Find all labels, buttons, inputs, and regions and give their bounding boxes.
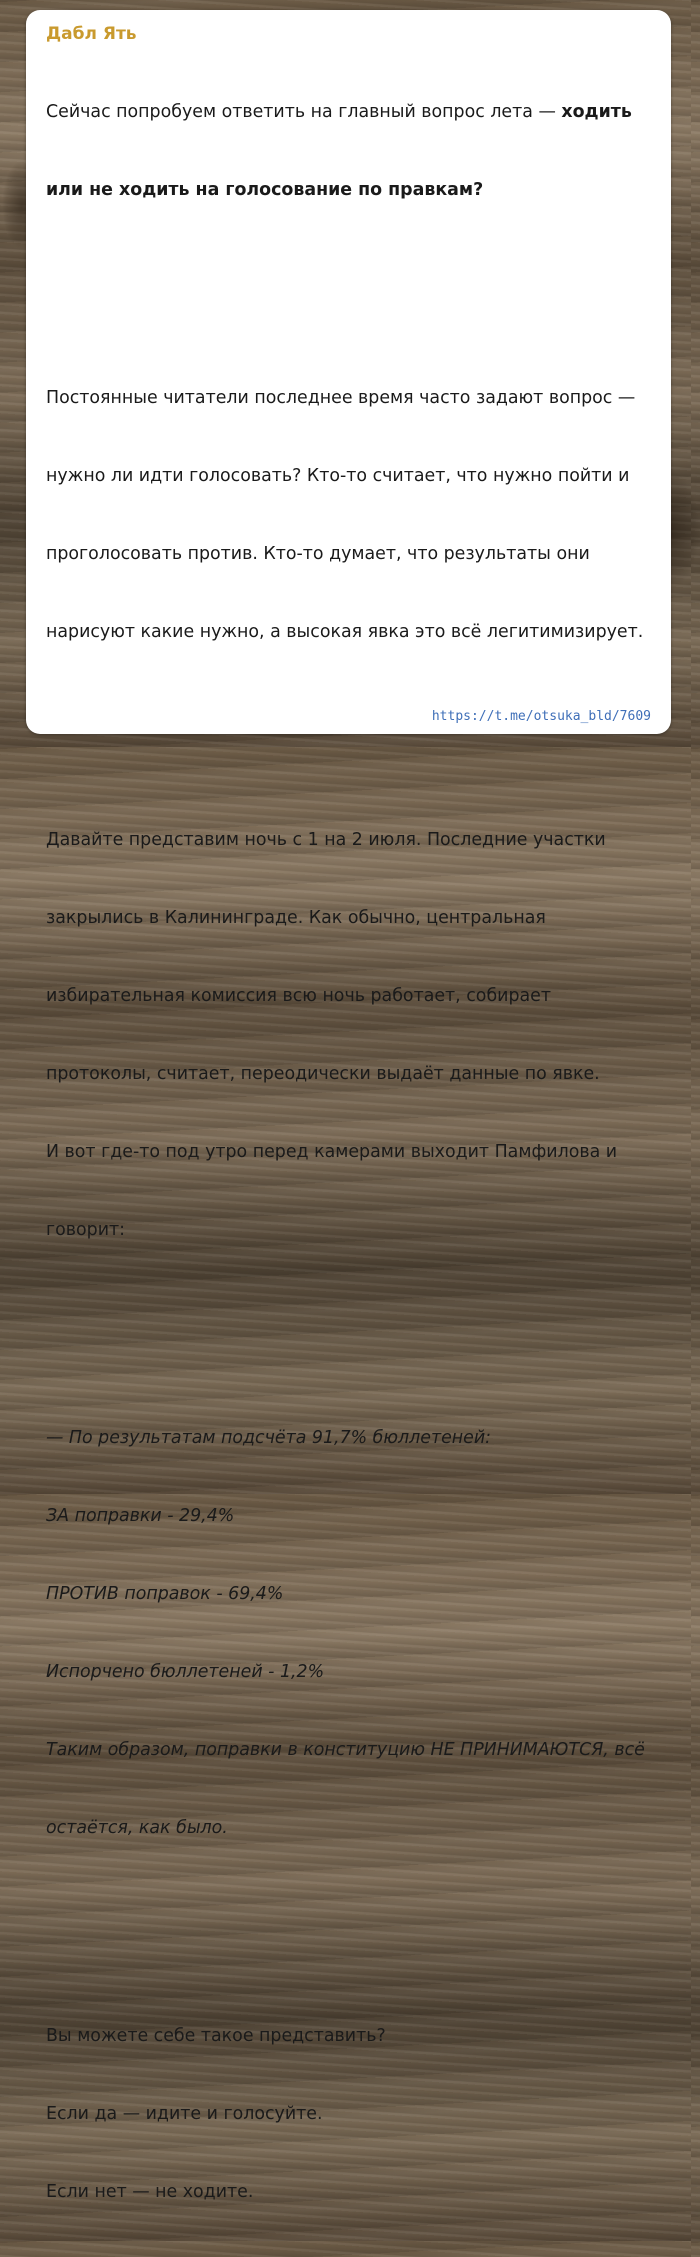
quote-line: Таким образом, поправки в конституцию НЕ ПРИНИМАЮТСЯ, всё [46, 1740, 645, 1760]
paragraph-gap [46, 723, 653, 749]
intro-bold-text: ходить [561, 102, 632, 122]
paragraph-3-line: избирательная комиссия всю ночь работает, собирает [46, 986, 551, 1006]
paragraph-3-line: Давайте представим ночь с 1 на 2 июля. Последние участки [46, 830, 606, 850]
paragraph-gap [46, 1321, 653, 1347]
closing-line: Если нет — не ходите. [46, 2182, 254, 2202]
intro-line-1 [46, 99, 653, 125]
quote-line: ПРОТИВ поправок - 69,4% [46, 1584, 284, 1604]
paragraph-3-line: протоколы, считает, переодически выдаёт данные по явке. [46, 1064, 600, 1084]
author-name[interactable]: Дабл Ять [46, 24, 137, 44]
paragraph-2-line: проголосовать против. Кто-то думает, что результаты они [46, 544, 590, 564]
paragraph-3-line: говорит: [46, 1220, 125, 1240]
paragraph-2-line: нужно ли идти голосовать? Кто-то считает, что нужно пойти и [46, 466, 630, 486]
quote-line: остаётся, как было. [46, 1818, 228, 1838]
paragraph-2-line: нарисуют какие нужно, а высокая явка это всё легитимизирует. [46, 622, 644, 642]
closing-line: Вы можете себе такое представить? [46, 2026, 386, 2046]
post-link[interactable]: https://t.me/otsuka_bld/7609 [431, 709, 651, 724]
quote-line: ЗА поправки - 29,4% [46, 1506, 235, 1526]
intro-line-2: или не ходить на голосование по правкам? [46, 180, 484, 200]
paragraph-3-line: И вот где-то под утро перед камерами выходит Памфилова и [46, 1142, 618, 1162]
quote-line: — По результатам подсчёта 91,7% бюллетеней: [46, 1428, 492, 1448]
intro-text: Сейчас попробуем ответить на главный вопрос лета — [46, 102, 562, 122]
paragraph-gap [46, 1919, 653, 1945]
paragraph-2-line: Постоянные читатели последнее время часто задают вопрос — [46, 388, 636, 408]
message-text [46, 47, 653, 2257]
quote-line: Испорчено бюллетеней - 1,2% [46, 1662, 325, 1682]
closing-line: Если да — идите и голосуйте. [46, 2104, 323, 2124]
paragraph-gap [46, 281, 653, 307]
paragraph-3-line: закрылись в Калининграде. Как обычно, центральная [46, 908, 546, 928]
message-card [26, 10, 671, 2202]
